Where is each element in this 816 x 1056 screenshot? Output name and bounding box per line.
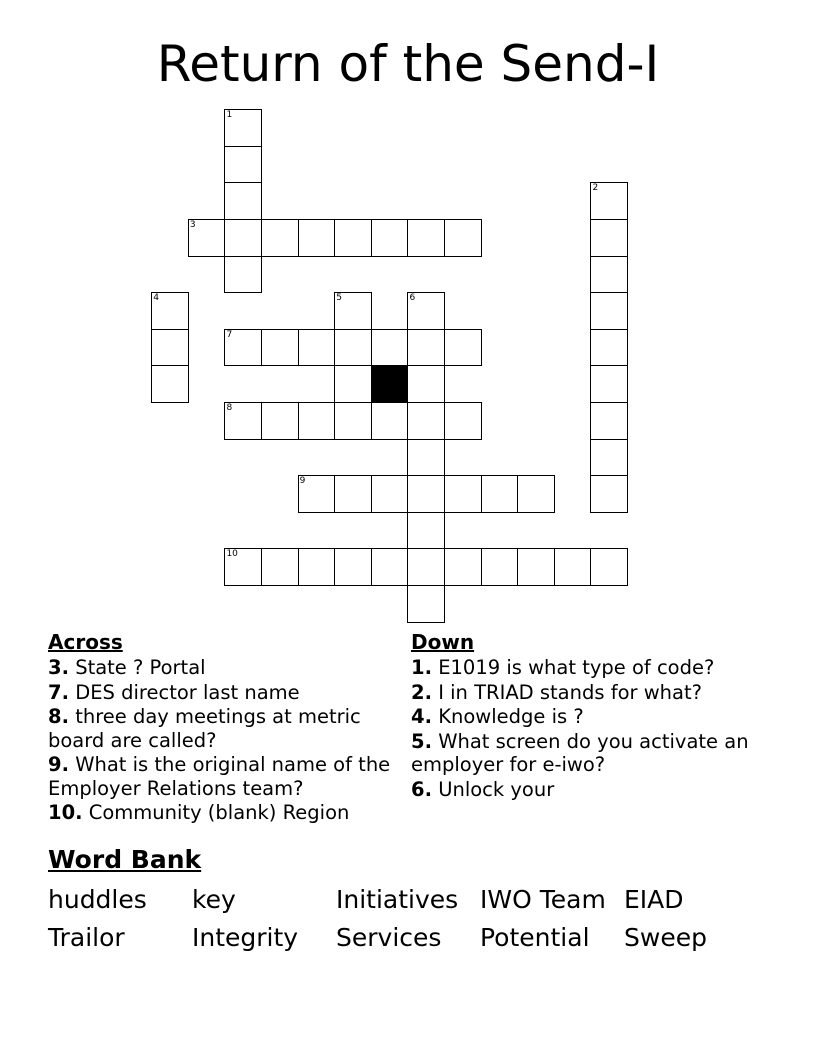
crossword-cell[interactable] [444, 402, 482, 440]
crossword-cell[interactable] [224, 109, 262, 147]
crossword-cell[interactable] [298, 329, 336, 367]
crossword-cell[interactable] [334, 219, 372, 257]
crossword-cell[interactable] [261, 548, 299, 586]
cell-number: 6 [409, 293, 416, 304]
cell-number: 5 [336, 293, 342, 304]
cell-number: 1 [226, 110, 233, 121]
crossword-cell[interactable] [261, 219, 299, 257]
clue-number: 9. [48, 753, 69, 776]
crossword-cell[interactable] [517, 475, 555, 513]
crossword-cell[interactable] [407, 365, 445, 403]
clue-text: three day meetings at metric board are called? [48, 705, 361, 752]
crossword-cell[interactable] [298, 219, 336, 257]
word-bank-item: Services [336, 923, 442, 952]
word-bank-heading: Word Bank [48, 845, 202, 874]
clue-text: E1019 is what type of code? [438, 656, 715, 679]
clue-text: I in TRIAD stands for what? [438, 680, 702, 704]
word-bank-item: EIAD [624, 885, 684, 914]
crossword-cell[interactable] [371, 402, 409, 440]
clue-number: 1. [411, 656, 432, 679]
crossword-cell[interactable] [407, 548, 445, 586]
crossword-cell[interactable] [224, 219, 262, 257]
crossword-cell[interactable] [224, 402, 262, 440]
cell-number: 3 [189, 220, 196, 231]
clue-down-2 [411, 681, 771, 705]
clue-down-4 [411, 705, 771, 729]
crossword-cell[interactable] [444, 548, 482, 586]
crossword-cell[interactable] [407, 402, 445, 440]
crossword-cell[interactable] [481, 548, 519, 586]
across-clues [48, 630, 393, 826]
page-title: Return of the Send-I [156, 35, 660, 93]
word-bank-item: Initiatives [336, 885, 459, 914]
clue-number: 3. [48, 656, 69, 679]
cell-number: 4 [153, 293, 159, 304]
crossword-cell[interactable] [298, 475, 336, 513]
cell-number: 2 [592, 183, 599, 194]
crossword-cell[interactable] [188, 219, 226, 257]
clue-across-7 [48, 681, 393, 705]
crossword-cell[interactable] [407, 512, 445, 550]
crossword-cell[interactable] [407, 475, 445, 513]
crossword-block-cell [371, 365, 409, 403]
crossword-cell[interactable] [517, 548, 555, 586]
crossword-cell[interactable] [590, 256, 628, 294]
crossword-cell[interactable] [444, 219, 482, 257]
crossword-cell[interactable] [334, 475, 372, 513]
crossword-cell[interactable] [590, 439, 628, 477]
word-bank-item: key [192, 885, 236, 914]
crossword-cell[interactable] [407, 329, 445, 367]
word-bank-item: IWO Team [480, 885, 606, 914]
crossword-cell[interactable] [151, 329, 189, 367]
clue-across-3 [48, 656, 393, 680]
crossword-cell[interactable] [371, 219, 409, 257]
crossword-cell[interactable] [371, 548, 409, 586]
word-bank-list [48, 884, 768, 954]
clue-text: Community (blank) Region [88, 801, 350, 824]
crossword-cell[interactable] [590, 182, 628, 220]
crossword-cell[interactable] [151, 292, 189, 330]
clue-number: 8. [48, 705, 69, 728]
word-bank-item: Integrity [192, 923, 299, 952]
crossword-cell[interactable] [407, 439, 445, 477]
crossword-cell[interactable] [298, 402, 336, 440]
clue-number: 10. [48, 801, 83, 824]
crossword-cell[interactable] [444, 329, 482, 367]
crossword-cell[interactable] [590, 402, 628, 440]
crossword-cell[interactable] [334, 548, 372, 586]
crossword-cell[interactable] [481, 475, 519, 513]
crossword-cell[interactable] [334, 402, 372, 440]
clue-text: DES director last name [75, 680, 300, 704]
clue-across-8 [48, 705, 393, 752]
crossword-cell[interactable] [590, 548, 628, 586]
clue-number: 6. [411, 777, 432, 801]
clue-down-1 [411, 656, 771, 680]
clue-text: State ? Portal [75, 656, 206, 679]
crossword-cell[interactable] [590, 329, 628, 367]
crossword-cell[interactable] [151, 365, 189, 403]
word-bank-item: huddles [48, 885, 147, 914]
clue-number: 7. [48, 680, 69, 704]
cell-number: 7 [226, 329, 233, 340]
down-heading: Down [411, 630, 475, 654]
crossword-cell[interactable] [590, 292, 628, 330]
crossword-cell[interactable] [590, 219, 628, 257]
crossword-cell[interactable] [371, 329, 409, 367]
clue-down-5 [411, 730, 771, 777]
crossword-cell[interactable] [444, 475, 482, 513]
clue-number: 4. [411, 705, 432, 728]
crossword-cell[interactable] [224, 256, 262, 294]
clue-across-10 [48, 801, 393, 825]
crossword-cell[interactable] [224, 182, 262, 220]
word-bank [48, 844, 768, 954]
clue-down-6 [411, 778, 771, 802]
cell-number: 9 [299, 476, 306, 487]
cell-number: 8 [226, 403, 233, 414]
clue-number: 2. [411, 680, 432, 704]
crossword-cell[interactable] [590, 475, 628, 513]
crossword-cell[interactable] [554, 548, 592, 586]
crossword-cell[interactable] [224, 146, 262, 184]
cell-number: 10 [226, 549, 238, 560]
across-heading: Across [48, 630, 123, 654]
clue-text: Unlock your [438, 777, 555, 801]
clue-number: 5. [411, 729, 432, 753]
down-clues [411, 630, 771, 802]
crossword-cell[interactable] [224, 548, 262, 586]
crossword-cell[interactable] [261, 402, 299, 440]
clue-text: What is the original name of the Employer Relations team? [48, 753, 391, 800]
crossword-cell[interactable] [371, 475, 409, 513]
crossword-cell[interactable] [334, 365, 372, 403]
word-bank-item: Sweep [624, 923, 707, 952]
clue-text: Knowledge is ? [438, 705, 584, 728]
crossword-cell[interactable] [590, 365, 628, 403]
crossword-cell[interactable] [334, 292, 372, 330]
word-bank-item: Trailor [48, 923, 125, 952]
word-bank-item: Potential [480, 923, 590, 952]
crossword-cell[interactable] [407, 292, 445, 330]
crossword-cell[interactable] [224, 329, 262, 367]
crossword-cell[interactable] [261, 329, 299, 367]
crossword-cell[interactable] [407, 219, 445, 257]
crossword-cell[interactable] [298, 548, 336, 586]
clue-text: What screen do you activate an employer for e-iwo? [411, 729, 749, 776]
clue-across-9 [48, 753, 393, 800]
crossword-cell[interactable] [334, 329, 372, 367]
crossword-cell[interactable] [407, 585, 445, 623]
